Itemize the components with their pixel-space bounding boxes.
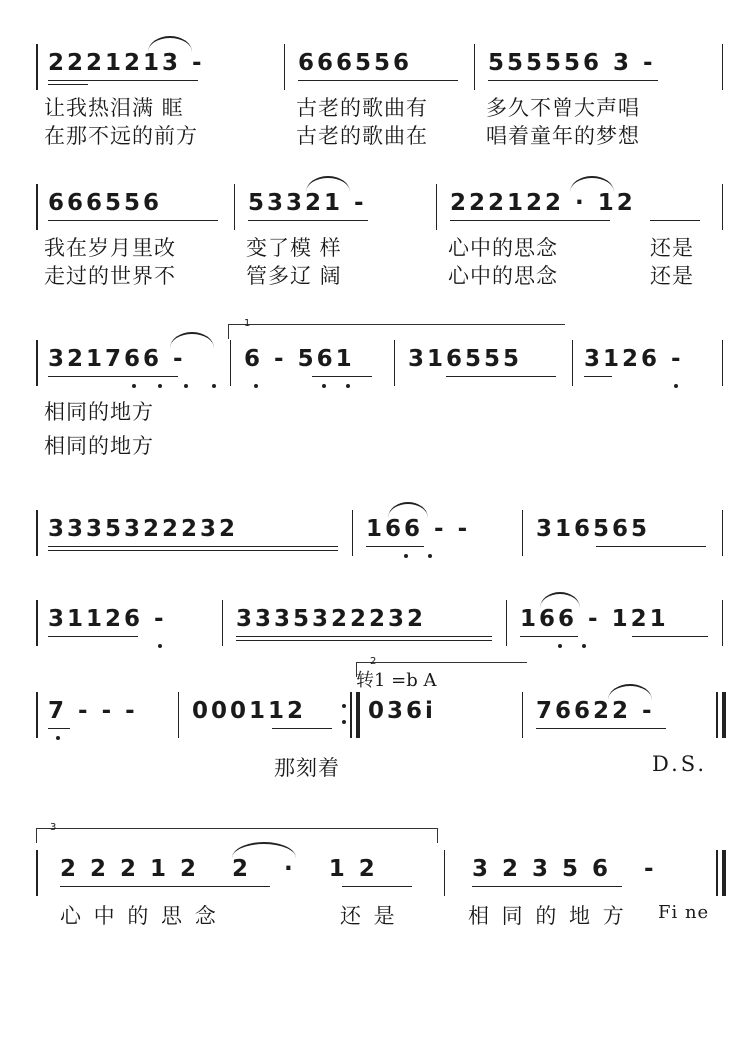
low-octave-dot [322, 384, 326, 388]
lyric-line-1: 还是 [650, 236, 694, 260]
underline [48, 550, 338, 551]
volta-number: 3 [50, 822, 57, 833]
slur [540, 592, 580, 608]
barline [474, 44, 475, 90]
slur [608, 684, 652, 700]
barline [178, 692, 179, 738]
system-1 [36, 22, 726, 94]
low-octave-dot [558, 644, 562, 648]
measure-3-notes: 036i [368, 698, 436, 724]
measure-2-notes: 32356 - [472, 856, 668, 882]
barline [284, 44, 285, 90]
measure-3-notes: 222122 · 12 [450, 190, 636, 216]
lyric-line-2: 在那不远的前方 [44, 124, 198, 148]
lyric-line-1: 还 是 [340, 904, 398, 928]
measure-1-notes: 666556 [48, 190, 163, 216]
measure-3-notes: 555556 3 - [488, 50, 656, 76]
measure-2-notes: 666556 [298, 50, 413, 76]
underline [48, 220, 218, 221]
underline [520, 636, 578, 637]
underline [342, 886, 412, 887]
low-octave-dot [158, 384, 162, 388]
barline [722, 44, 723, 90]
barline [36, 510, 38, 556]
underline [446, 376, 556, 377]
lyric-line-1: 那刻着 [274, 756, 340, 780]
final-barline [716, 850, 718, 896]
barline [234, 184, 235, 230]
low-octave-dot [212, 384, 216, 388]
repeat-dot [342, 720, 346, 724]
measure-2-notes: 3335322232 [236, 606, 427, 632]
underline [48, 546, 338, 547]
underline [48, 84, 88, 85]
measure-4-notes: 3126 - [584, 346, 684, 372]
underline [312, 376, 372, 377]
measure-1-notes: 22212 2 · 12 [60, 856, 389, 882]
lyric-line-1: 相 同 的 地 方 [468, 904, 627, 928]
barline [506, 600, 507, 646]
barline [722, 600, 723, 646]
underline [650, 220, 700, 221]
barline [36, 184, 38, 230]
lyric-line-2: 相同的地方 [44, 434, 154, 458]
ds-mark: D.S. [652, 752, 708, 776]
low-octave-dot [346, 384, 350, 388]
barline [36, 600, 38, 646]
system-7 [36, 828, 726, 900]
low-octave-dot [428, 554, 432, 558]
system-4 [36, 488, 726, 560]
underline [236, 640, 492, 641]
slur [232, 842, 296, 858]
repeat-dot [342, 704, 346, 708]
system-3 [36, 318, 726, 390]
lyric-line-1: 古老的歌曲有 [296, 96, 428, 120]
barline [522, 510, 523, 556]
barline [36, 44, 38, 90]
lyric-line-2: 古老的歌曲在 [296, 124, 428, 148]
low-octave-dot [404, 554, 408, 558]
lyric-line-2: 走过的世界不 [44, 264, 176, 288]
low-octave-dot [582, 644, 586, 648]
slur [388, 502, 428, 518]
lyric-line-1: 多久不曾大声唱 [486, 96, 640, 120]
lyric-line-1: 变了模 样 [246, 236, 342, 260]
lyric-line-2: 唱着童年的梦想 [486, 124, 640, 148]
barline [352, 510, 353, 556]
measure-1-notes: 2221213 - [48, 50, 205, 76]
underline [366, 546, 424, 547]
measure-1-notes: 31126 - [48, 606, 167, 632]
underline [236, 636, 492, 637]
measure-1-notes: 321766 - [48, 346, 186, 372]
barline [222, 600, 223, 646]
barline [522, 692, 523, 738]
slur [306, 176, 350, 192]
measure-3-notes: 166 - 121 [520, 606, 669, 632]
measure-2-notes: 6 - 561 [244, 346, 355, 372]
slur [170, 332, 214, 348]
lyric-line-1: 心 中 的 思 念 [60, 904, 219, 928]
volta-number: 1 [244, 318, 251, 329]
lyric-line-1: 让我热泪满 眶 [44, 96, 184, 120]
barline [230, 340, 231, 386]
underline [48, 728, 70, 729]
underline [472, 886, 622, 887]
system-6 [36, 670, 726, 742]
low-octave-dot [184, 384, 188, 388]
final-barline [716, 692, 718, 738]
low-octave-dot [56, 736, 60, 740]
barline [36, 692, 38, 738]
slur [570, 176, 614, 192]
low-octave-dot [132, 384, 136, 388]
measure-2-notes: 166 - - [366, 516, 471, 542]
repeat-barline [350, 692, 352, 738]
underline [272, 728, 332, 729]
key-change: 转1 =b A [356, 670, 437, 691]
underline [298, 80, 458, 81]
measure-3-notes: 316555 [408, 346, 523, 372]
underline [450, 220, 610, 221]
barline [436, 184, 437, 230]
underline [596, 546, 706, 547]
measure-2-notes: 53321 - [248, 190, 367, 216]
low-octave-dot [254, 384, 258, 388]
barline [394, 340, 395, 386]
barline [722, 184, 723, 230]
barline [36, 340, 38, 386]
volta-number: 2 [370, 656, 377, 667]
barline [722, 340, 723, 386]
slur [148, 36, 192, 52]
underline [584, 376, 612, 377]
low-octave-dot [158, 644, 162, 648]
low-octave-dot [674, 384, 678, 388]
fine-mark: Fi ne [658, 902, 710, 923]
barline [444, 850, 445, 896]
barline [722, 510, 723, 556]
system-2 [36, 162, 726, 234]
underline [248, 220, 368, 221]
lyric-line-1: 我在岁月里改 [44, 236, 176, 260]
measure-1-notes: 3335322232 [48, 516, 239, 542]
underline [536, 728, 666, 729]
underline [632, 636, 708, 637]
lyric-line-1: 心中的思念 [448, 236, 558, 260]
measure-2-notes: 000112 [192, 698, 307, 724]
underline [60, 886, 270, 887]
measure-3-notes: 316565 [536, 516, 651, 542]
lyric-line-2: 还是 [650, 264, 694, 288]
measure-4-notes: 76622 - [536, 698, 655, 724]
underline [48, 376, 178, 377]
lyric-line-2: 管多辽 阔 [246, 264, 342, 288]
barline [36, 850, 38, 896]
underline [488, 80, 658, 81]
system-5 [36, 578, 726, 650]
lyric-line-2: 心中的思念 [448, 264, 558, 288]
barline [572, 340, 573, 386]
underline [48, 80, 198, 81]
measure-1-notes: 7 - - - [48, 698, 138, 724]
lyric-line-1: 相同的地方 [44, 400, 154, 424]
underline [48, 636, 138, 637]
